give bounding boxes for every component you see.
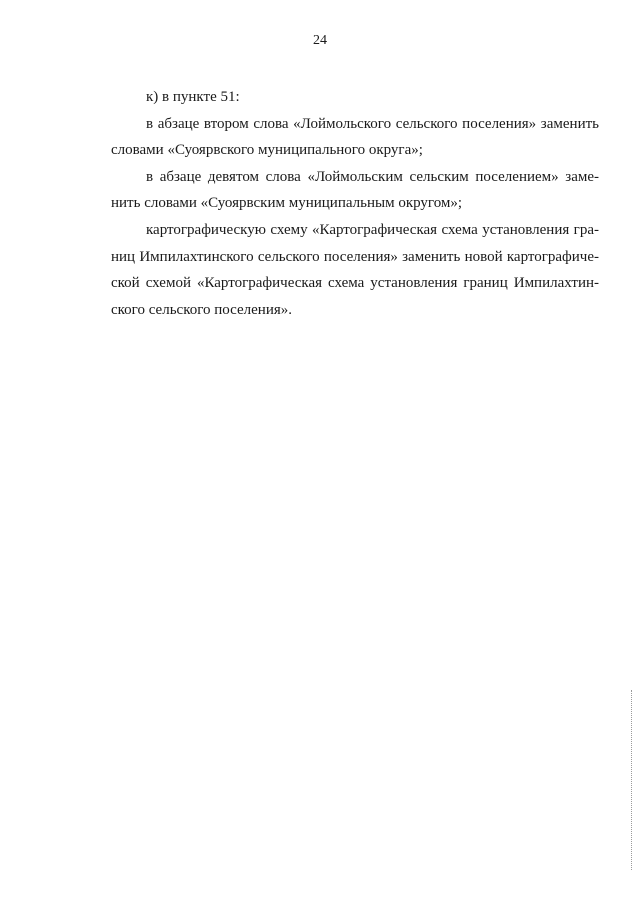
text-line: ниц Импилахтинского сельского поселения» заменить новой картографиче-	[111, 248, 599, 265]
scan-edge-marks	[631, 690, 633, 870]
paragraph-item-k	[111, 84, 599, 111]
text-line: нить словами «Суоярвским муниципальным округом»;	[111, 195, 463, 212]
text-line: ской схемой «Картографическая схема установления границ Импилахтин-	[111, 275, 599, 292]
text-line: в абзаце девятом слова «Лоймольским сельским поселением» заме-	[146, 168, 599, 185]
page-number: 24	[313, 33, 327, 48]
text-line: ского сельского поселения».	[111, 301, 292, 318]
text-line: к) в пункте 51:	[146, 89, 240, 105]
paragraph-ninth-abzats	[111, 164, 599, 217]
paragraph-map-scheme	[111, 217, 599, 323]
paragraph-second-abzats	[111, 111, 599, 164]
text-line: словами «Суоярвского муниципального округа»;	[111, 142, 423, 159]
text-line: в абзаце втором слова «Лоймольского сельского поселения» заменить	[146, 115, 599, 132]
document-body	[111, 84, 599, 323]
text-line: картографическую схему «Картографическая схема установления гра-	[146, 221, 599, 238]
